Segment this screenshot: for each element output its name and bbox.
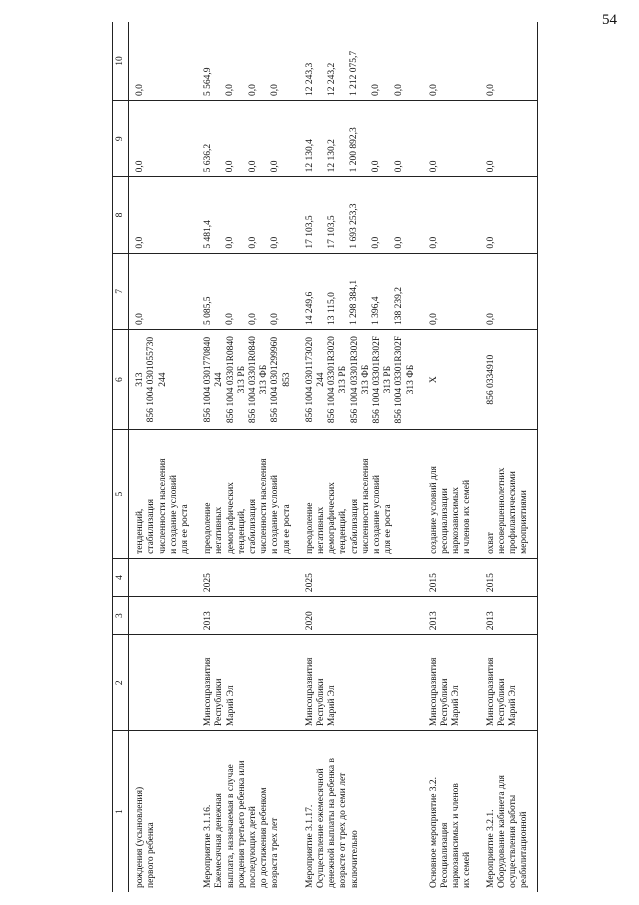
budget-code-cell — [299, 329, 423, 429]
activity-name-line: возрасте от трех до семи лет — [338, 772, 349, 888]
value-col8-line: 0,0 — [247, 236, 258, 249]
value-col7-line: 0,0 — [135, 313, 146, 325]
activity-name-line: Мероприятие 3.2.1. — [485, 809, 496, 888]
expected-result-line: наркозависимых — [451, 486, 462, 554]
end-year-cell: 2015 — [480, 558, 537, 596]
value-col7-line — [383, 258, 394, 325]
value-col9-line: 12 130,2 — [327, 139, 338, 173]
value-col7-cell — [129, 253, 198, 329]
budget-code-line: 856 1004 0301770840 — [203, 336, 214, 423]
column-header-8: 8 — [113, 177, 129, 253]
value-col9-cell — [197, 101, 299, 177]
activity-name-line: Основное мероприятие 3.2. — [428, 776, 439, 888]
value-col7-line — [360, 258, 371, 325]
budget-code-line: 856 1004 0301299960 — [270, 336, 281, 423]
value-col10-line: 5 564,9 — [203, 67, 214, 97]
start-year-cell: 2013 — [197, 597, 299, 635]
column-header-5: 5 — [113, 430, 129, 559]
value-col8-line: 0,0 — [428, 236, 439, 249]
budget-code-line: 313 РБ — [338, 365, 349, 394]
expected-result-cell — [423, 430, 480, 559]
activity-name-line: до достижения ребенком — [259, 787, 270, 888]
executor-cell — [197, 635, 299, 731]
value-col7-line: 0,0 — [485, 313, 496, 325]
activity-name-line: Мероприятие 3.1.16. — [203, 804, 214, 888]
value-col7-cell — [480, 253, 537, 329]
value-col10-line: 12 243,2 — [327, 62, 338, 97]
executor-line: Минсоцразвития — [485, 657, 496, 727]
value-col8-cell — [299, 177, 423, 253]
value-col10-line — [237, 26, 248, 96]
value-col8-line: 0,0 — [269, 236, 280, 249]
activity-name-cell — [480, 731, 537, 892]
budget-code-line: 856 1004 03301R0840 — [225, 336, 236, 424]
activity-name-cell — [299, 731, 423, 892]
expected-result-line: преодоление — [203, 502, 214, 554]
start-year-cell: 2020 — [299, 597, 423, 635]
value-col9-line — [259, 105, 270, 172]
value-col10-cell — [480, 22, 537, 101]
table-row — [480, 22, 537, 892]
column-header-2: 2 — [113, 635, 129, 731]
expected-result-line: численности населения — [157, 458, 168, 554]
value-col7-line — [259, 258, 270, 325]
activity-name-line: Мероприятие 3.1.17. — [304, 804, 315, 888]
expected-result-line: ресоциализации — [440, 488, 451, 554]
budget-code-cell — [480, 329, 537, 429]
value-col9-line — [214, 105, 225, 172]
value-col7-line: 0,0 — [225, 313, 236, 325]
end-year-cell: 2025 — [299, 558, 423, 596]
expected-result-line: и создание условий — [270, 474, 281, 554]
value-col7-line: 13 115,0 — [327, 292, 338, 325]
budget-code-line: 313 ФБ — [259, 364, 270, 395]
value-col8-line — [316, 181, 327, 248]
value-col9-line: 1 200 892,3 — [349, 127, 360, 173]
value-col8-line — [259, 181, 270, 248]
value-col9-line — [360, 105, 371, 172]
start-year-cell: 2013 — [423, 597, 480, 635]
column-header-4: 4 — [113, 558, 129, 596]
column-header-6: 6 — [113, 329, 129, 429]
executor-cell — [129, 635, 198, 731]
column-header-9: 9 — [113, 101, 129, 177]
expected-result-line: и членов их семей — [462, 479, 473, 554]
value-col7-line: 1 298 384,1 — [349, 279, 360, 325]
budget-code-line: 856 1004 0301173020 — [304, 337, 315, 423]
value-col8-line: 0,0 — [393, 236, 404, 249]
activity-name-line: Осуществление ежемесячной — [316, 768, 327, 888]
expected-result-line: стабилизация — [248, 498, 259, 554]
end-year-cell: 2015 — [423, 558, 480, 596]
executor-line: Минсоцразвития — [304, 657, 315, 727]
value-col9-cell — [299, 101, 423, 177]
table-row — [197, 22, 299, 892]
value-col9-line: 0,0 — [247, 160, 258, 173]
value-col7-line: 14 249,6 — [304, 291, 315, 325]
activity-name-line: последующих детей — [248, 806, 259, 888]
budget-code-line: 856 1004 03301R3020 — [349, 336, 360, 424]
value-col8-line: 1 693 253,3 — [349, 203, 360, 249]
start-year-cell — [129, 597, 198, 635]
value-col8-line — [338, 181, 349, 248]
value-col10-cell — [197, 22, 299, 101]
value-col8-line — [360, 181, 371, 248]
expected-result-line: демографических — [327, 482, 338, 554]
activity-name-line: наркозависимых и членов — [451, 783, 462, 888]
activity-name-line: реабилитационной — [519, 811, 530, 888]
value-col7-line: 0,0 — [428, 313, 439, 325]
value-col10-line: 0,0 — [428, 84, 439, 97]
activity-name-line: их семей — [462, 851, 473, 888]
value-col10-line: 0,0 — [225, 84, 236, 97]
value-col10-line — [360, 26, 371, 96]
expected-result-cell — [480, 430, 537, 559]
value-col7-cell — [197, 253, 299, 329]
expected-result-line: мероприятиями — [519, 490, 530, 554]
budget-code-line: 313 ФБ — [360, 364, 371, 395]
value-col10-cell — [299, 22, 423, 101]
activity-name-line: выплата, назначаемая в случае — [225, 764, 236, 888]
value-col8-line: 0,0 — [371, 236, 382, 249]
budget-code-line: 853 — [281, 372, 292, 387]
value-col9-line: 0,0 — [428, 160, 439, 173]
value-col7-line — [214, 258, 225, 325]
activity-name-line: денежной выплаты на ребенка в — [327, 758, 338, 888]
value-col10-line — [214, 26, 225, 96]
value-col8-line — [237, 181, 248, 248]
expected-result-line: стабилизация — [349, 498, 360, 554]
value-col10-cell — [129, 22, 198, 101]
header-row — [113, 22, 129, 892]
value-col9-line — [316, 105, 327, 172]
budget-code-cell — [129, 329, 198, 429]
executor-line: Марий Эл — [508, 685, 519, 727]
value-col7-line — [316, 258, 327, 325]
activity-name-line: рождения третьего ребенка или — [236, 760, 247, 888]
value-col8-line: 5 481,4 — [203, 220, 214, 249]
value-col9-cell — [480, 101, 537, 177]
expected-result-line: охват — [485, 532, 496, 554]
budget-code-line: 856 1004 03301R302F — [394, 335, 405, 424]
value-col9-line: 0,0 — [135, 160, 146, 173]
expected-result-line: негативных — [316, 506, 327, 554]
expected-result-line: тенденций, — [135, 508, 146, 554]
value-col8-cell — [423, 177, 480, 253]
value-col7-cell — [299, 253, 423, 329]
executor-line: Республики — [214, 678, 225, 727]
activity-name-line: включительно — [349, 830, 360, 888]
value-col9-line: 0,0 — [393, 160, 404, 173]
executor-cell — [299, 635, 423, 731]
expected-result-line: стабилизация — [146, 498, 157, 554]
budget-code-line: 244 — [316, 372, 327, 387]
executor-line: Республики — [316, 678, 327, 727]
value-col7-line: 0,0 — [269, 313, 280, 325]
table-row — [299, 22, 423, 892]
value-col10-line — [259, 26, 270, 96]
value-col9-line: 0,0 — [485, 160, 496, 173]
value-col10-line — [338, 26, 349, 96]
executor-cell — [423, 635, 480, 731]
budget-code-line: 856 0334910 — [485, 354, 496, 405]
table-row — [423, 22, 480, 892]
executor-line: Республики — [440, 678, 451, 727]
budget-code-line: 856 1004 03301R0840 — [248, 336, 259, 424]
executor-line: Марий Эл — [451, 685, 462, 727]
start-year-cell: 2013 — [480, 597, 537, 635]
value-col10-line: 0,0 — [485, 84, 496, 97]
value-col7-line: 1 396,4 — [371, 296, 382, 325]
end-year-cell — [129, 558, 198, 596]
value-col9-line: 12 130,4 — [304, 139, 315, 173]
budget-code-cell — [423, 329, 480, 429]
budget-code-line: 856 1004 03301R302F — [372, 335, 383, 424]
value-col10-line: 0,0 — [269, 84, 280, 97]
budget-code-line: 313 РБ — [383, 365, 394, 394]
budget-code-line: 856 1004 0301055730 — [146, 336, 157, 423]
expected-result-cell — [129, 430, 198, 559]
executor-line: Марий Эл — [225, 685, 236, 727]
expected-result-line: создание условий для — [428, 466, 439, 554]
expected-result-line: тенденций, — [236, 508, 247, 554]
value-col8-line: 0,0 — [225, 236, 236, 249]
expected-result-line: негативных — [214, 506, 225, 554]
activity-name-line: возраста трех лет — [270, 817, 281, 888]
page-number: 54 — [602, 12, 617, 28]
value-col9-line: 5 636,2 — [203, 143, 214, 173]
value-col8-line — [383, 181, 394, 248]
budget-code-cell — [197, 329, 299, 429]
activity-name-cell — [423, 731, 480, 892]
value-col10-line — [316, 26, 327, 96]
column-header-7: 7 — [113, 253, 129, 329]
budget-code-line: 856 1004 03301R3020 — [327, 336, 338, 424]
expected-result-line: для ее роста — [180, 504, 191, 554]
value-col8-line — [214, 181, 225, 248]
rotated-table-container — [112, 22, 622, 892]
executor-line: Марий Эл — [327, 685, 338, 727]
activity-name-line: Ресоциализация — [440, 822, 451, 888]
expected-result-line: несовершеннолетних — [496, 467, 507, 554]
value-col7-cell — [423, 253, 480, 329]
value-col8-line: 0,0 — [135, 236, 146, 249]
value-col9-cell — [423, 101, 480, 177]
value-col10-line: 0,0 — [371, 84, 382, 97]
expected-result-line: и создание условий — [168, 474, 179, 554]
expected-result-line: и создание условий — [372, 474, 383, 554]
value-col9-line — [338, 105, 349, 172]
expected-result-line: численности населения — [259, 458, 270, 554]
table-body — [129, 22, 537, 892]
expected-result-line: для ее роста — [383, 504, 394, 554]
executor-line: Минсоцразвития — [203, 657, 214, 727]
value-col7-line: 0,0 — [247, 313, 258, 325]
value-col9-cell — [129, 101, 198, 177]
budget-code-line: 244 — [157, 372, 168, 387]
activity-name-cell — [197, 731, 299, 892]
expected-result-line: преодоление — [304, 502, 315, 554]
activity-name-line: рождения (усыновления) — [135, 786, 146, 888]
column-header-10: 10 — [113, 22, 129, 101]
activity-name-cell — [129, 731, 198, 892]
value-col10-line: 0,0 — [135, 84, 146, 97]
program-table — [112, 22, 538, 892]
expected-result-line: численности населения — [360, 458, 371, 554]
value-col8-cell — [197, 177, 299, 253]
budget-code-line: 313 — [135, 372, 146, 387]
value-col8-line: 0,0 — [485, 236, 496, 249]
budget-code-line: 244 — [214, 372, 225, 387]
value-col10-cell — [423, 22, 480, 101]
activity-name-line: Оборудование кабинета для — [496, 775, 507, 888]
value-col9-line: 0,0 — [269, 160, 280, 173]
value-col9-line: 0,0 — [371, 160, 382, 173]
executor-line: Республики — [496, 678, 507, 727]
executor-cell — [480, 635, 537, 731]
value-col8-line: 17 103,5 — [327, 215, 338, 249]
value-col7-line — [237, 258, 248, 325]
budget-code-line: 313 ФБ — [405, 364, 416, 395]
value-col10-line: 1 212 075,7 — [349, 50, 360, 97]
value-col7-line: 5 085,5 — [203, 296, 214, 325]
expected-result-line: демографических — [225, 482, 236, 554]
budget-code-line: 313 РБ — [236, 365, 247, 394]
value-col8-cell — [480, 177, 537, 253]
activity-name-line: осуществления работы — [508, 794, 519, 888]
value-col10-line: 0,0 — [393, 84, 404, 97]
value-col8-cell — [129, 177, 198, 253]
expected-result-line: для ее роста — [281, 504, 292, 554]
executor-line: Минсоцразвития — [428, 657, 439, 727]
expected-result-cell — [299, 430, 423, 559]
value-col9-line — [383, 105, 394, 172]
activity-name-line: первого ребенка — [146, 822, 157, 888]
column-header-3: 3 — [113, 597, 129, 635]
value-col9-line: 0,0 — [225, 160, 236, 173]
expected-result-line: тенденций, — [338, 508, 349, 554]
value-col10-line: 12 243,3 — [304, 62, 315, 97]
end-year-cell: 2025 — [197, 558, 299, 596]
value-col9-line — [237, 105, 248, 172]
value-col7-line: 138 239,2 — [393, 286, 404, 325]
expected-result-line: профилактическими — [508, 471, 519, 554]
value-col7-line — [338, 258, 349, 325]
budget-code-line: Х — [428, 376, 439, 384]
value-col10-line — [383, 26, 394, 96]
table-row — [129, 22, 198, 892]
expected-result-cell — [197, 430, 299, 559]
column-header-1: 1 — [113, 731, 129, 892]
activity-name-line: Ежемесячная денежная — [214, 793, 225, 888]
value-col8-line: 17 103,5 — [304, 215, 315, 249]
value-col10-line: 0,0 — [247, 84, 258, 97]
